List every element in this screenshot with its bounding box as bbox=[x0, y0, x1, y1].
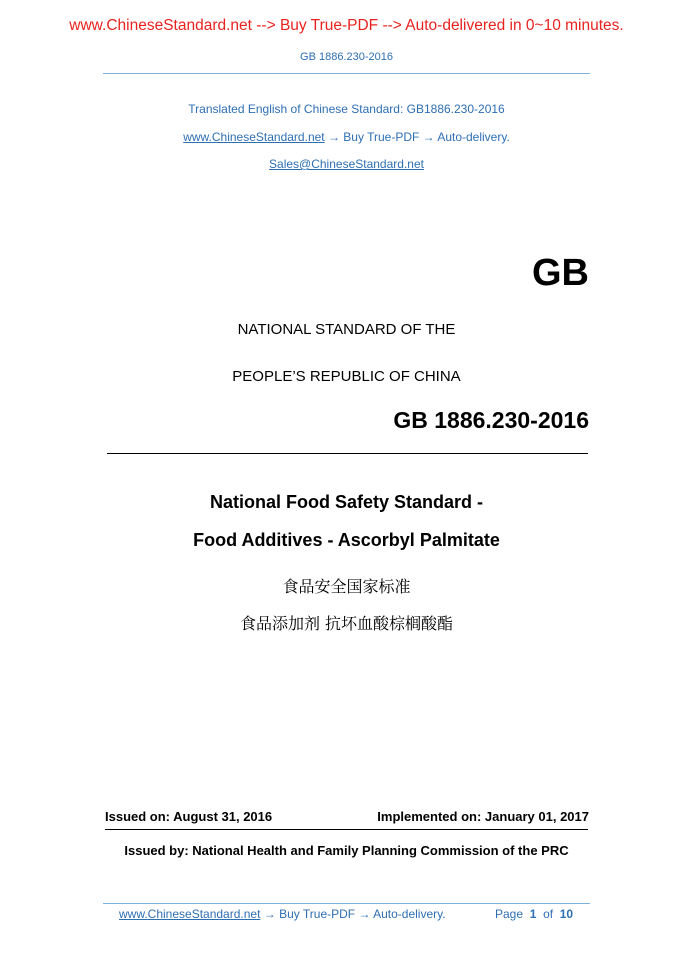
issued-by: Issued by: National Health and Family Planning Commission of the PRC bbox=[124, 843, 569, 858]
page-current: 1 bbox=[529, 907, 537, 921]
footer-site-link[interactable]: www.ChineseStandard.net bbox=[119, 907, 261, 921]
site-link[interactable]: www.ChineseStandard.net bbox=[183, 130, 325, 144]
issue-divider bbox=[105, 829, 588, 830]
footer-divider bbox=[103, 903, 590, 904]
link-line-rest: → Buy True-PDF → Auto-delivery. bbox=[324, 130, 510, 144]
translation-link-line bbox=[0, 130, 693, 144]
page-indicator bbox=[495, 907, 573, 921]
page-total: 10 bbox=[559, 907, 574, 921]
title-divider bbox=[107, 453, 588, 454]
footer-link-rest: → Buy True-PDF → Auto-delivery. bbox=[260, 907, 446, 921]
header-divider bbox=[103, 73, 590, 74]
promo-banner[interactable]: www.ChineseStandard.net --> Buy True-PDF --> Auto-delivered in 0~10 minutes. bbox=[69, 17, 624, 34]
implemented-on-date: Implemented on: January 01, 2017 bbox=[377, 809, 589, 824]
document-title-line-1: National Food Safety Standard - bbox=[209, 492, 484, 512]
chinese-title-line-1: 食品安全国家标准 bbox=[282, 577, 411, 596]
document-title-line-2: Food Additives - Ascorbyl Palmitate bbox=[193, 530, 500, 550]
footer-link-line bbox=[119, 907, 446, 921]
standard-number: GB 1886.230-2016 bbox=[393, 407, 589, 433]
gb-mark: GB bbox=[532, 252, 589, 294]
header-standard-code: GB 1886.230-2016 bbox=[300, 51, 393, 63]
chinese-title-line-2: 食品添加剂 抗坏血酸棕榈酸酯 bbox=[239, 614, 454, 633]
translation-notice: Translated English of Chinese Standard: GB1886.230-2016 bbox=[188, 102, 505, 116]
page-of: of bbox=[543, 907, 554, 921]
issued-on-date: Issued on: August 31, 2016 bbox=[105, 809, 273, 824]
page-label: Page bbox=[495, 907, 524, 921]
sales-email-line bbox=[0, 157, 693, 171]
national-standard-line-1: NATIONAL STANDARD OF THE bbox=[237, 321, 456, 338]
sales-email-link[interactable]: Sales@ChineseStandard.net bbox=[269, 157, 424, 171]
national-standard-line-2: PEOPLE’S REPUBLIC OF CHINA bbox=[232, 368, 461, 385]
